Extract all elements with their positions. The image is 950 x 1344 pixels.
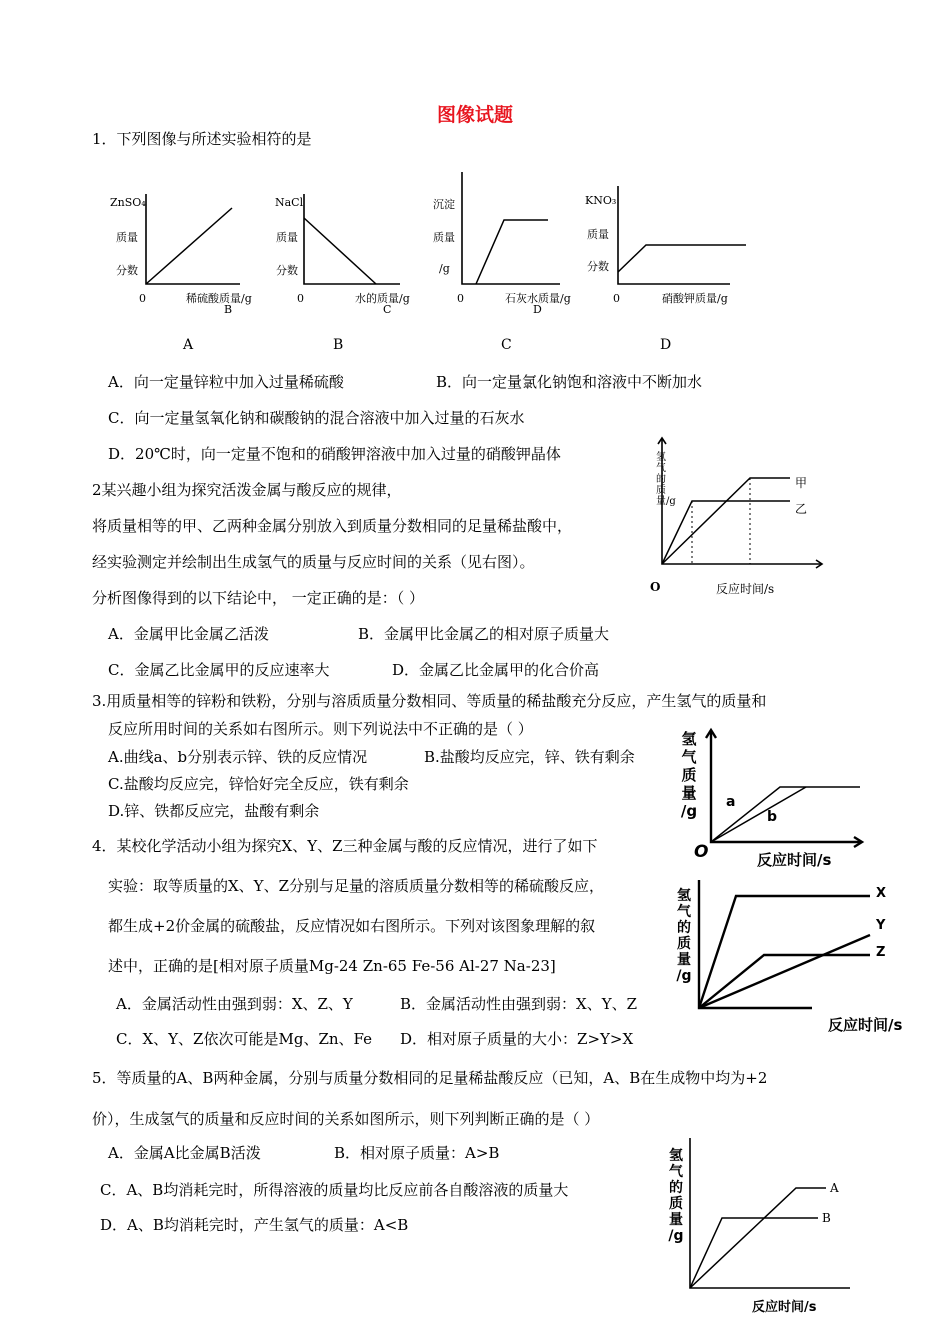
q1-option-b: B．向一定量氯化钠饱和溶液中不断加水: [436, 373, 703, 391]
q2-option-c: C．金属乙比金属甲的反应速率大: [108, 661, 330, 679]
q4-chart-xlabel: 反应时间/s: [828, 1016, 903, 1034]
q1-chart-d-ylabel-1: KNO₃: [585, 194, 617, 207]
q4-line-1: 4．某校化学活动小组为探究X、Y、Z三种金属与酸的反应情况，进行了如下: [92, 837, 598, 855]
q5-line-2: 价），生成氢气的质量和反应时间的关系如图所示，则下列判断正确的是（ ）: [92, 1110, 600, 1128]
q1-chart-b-ylabel-3: 分数: [276, 264, 298, 277]
q5-series-a-line: [690, 1188, 826, 1288]
q4-option-d: D．相对原子质量的大小：Z>Y>X: [400, 1030, 634, 1048]
q1-chart-c-ylabel-1: 沉淀: [433, 198, 455, 211]
q5-line-1: 5．等质量的A、B两种金属，分别与质量分数相同的足量稀盐酸反应（已知，A、B在生成物中均为+2: [92, 1069, 768, 1087]
q1-chart-d-origin: 0: [613, 292, 620, 305]
q1-chart-a-ylabel-3: 分数: [116, 264, 138, 277]
q1-chart-a-stray-letter: B: [224, 303, 233, 316]
q4-option-b: B．金属活动性由强到弱：X、Y、Z: [400, 995, 638, 1013]
q2-chart-origin: O: [650, 580, 661, 594]
q5-option-c: C．A、B均消耗完时，所得溶液的质量均比反应前各自酸溶液的质量大: [100, 1181, 569, 1199]
q1-chart-c-origin: 0: [457, 292, 464, 305]
q1-chart-d-ylabel-2: 质量: [587, 228, 609, 241]
q1-chart-b-xlabel: 水的质量/g: [355, 292, 410, 305]
q5-series-b-label: B: [822, 1211, 831, 1225]
q1-chart-c-ylabel-2: 质量: [433, 231, 455, 244]
q2-series-jia-label: 甲: [795, 476, 808, 490]
q4-series-z-label: Z: [876, 945, 886, 960]
q2-option-b: B．金属甲比金属乙的相对原子质量大: [358, 625, 610, 643]
q2-line-1: 2某兴趣小组为探究活泼金属与酸反应的规律，: [92, 481, 402, 499]
q1-chart-a-xlabel: 稀硫酸质量/g: [186, 292, 252, 305]
q1-option-c: C．向一定量氢氧化钠和碳酸钠的混合溶液中加入过量的石灰水: [108, 409, 525, 427]
q2-line-3: 经实验测定并绘制出生成氢气的质量与反应时间的关系（见右图）。: [92, 553, 535, 571]
q1-chart-b-ylabel-2: 质量: [276, 231, 298, 244]
q3-chart-xlabel: 反应时间/s: [757, 851, 832, 869]
q1-chart-c-xlabel: 石灰水质量/g: [505, 292, 571, 305]
q5-chart-xlabel: 反应时间/s: [752, 1300, 817, 1315]
q1-chart-b-letter: B: [333, 337, 344, 353]
q2-series-yi-label: 乙: [795, 502, 808, 516]
q2-chart-xlabel: 反应时间/s: [716, 582, 775, 596]
q1-chart-b-ylabel-1: NaCl: [275, 196, 304, 209]
q1-chart-d-letter: D: [660, 337, 672, 353]
q3-chart-ylabel: 氢 气 质 量 /g: [680, 730, 698, 820]
q3-option-b: B.盐酸均反应完，锌、铁有剩余: [424, 748, 635, 766]
q1-chart-d-ylabel-3: 分数: [587, 260, 609, 273]
q4-line-2: 实验：取等质量的X、Y、Z分别与足量的溶质质量分数相等的稀硫酸反应，: [108, 877, 605, 895]
q1-chart-a-ylabel-1: ZnSO₄: [110, 196, 146, 209]
q2-line-2: 将质量相等的甲、乙两种金属分别放入到质量分数相同的足量稀盐酸中，: [92, 517, 573, 535]
q1-chart-c-stray-letter: D: [533, 303, 542, 316]
q1-chart-c-ylabel-3: /g: [439, 262, 450, 275]
q4-line-3: 都生成+2价金属的硫酸盐，反应情况如右图所示。下列对该图象理解的叙: [108, 917, 596, 935]
q4-series-x-label: X: [876, 886, 887, 901]
page-title: 图像试题: [436, 104, 513, 126]
q3-series-b-label: b: [767, 809, 778, 825]
q5-series-a-label: A: [830, 1181, 839, 1195]
q3-option-c: C.盐酸均反应完，锌恰好完全反应，铁有剩余: [108, 775, 409, 793]
q5-option-d: D．A、B均消耗完时，产生氢气的质量：A<B: [100, 1216, 409, 1234]
q2-line-4: 分析图像得到的以下结论中， 一定正确的是：（ ）: [92, 589, 425, 607]
q4-series-y-label: Y: [876, 918, 886, 933]
q1-option-d: D．20℃时，向一定量不饱和的硝酸钾溶液中加入过量的硝酸钾晶体: [108, 445, 561, 463]
q3-line-1: 3.用质量相等的锌粉和铁粉，分别与溶质质量分数相同、等质量的稀盐酸充分反应，产生氢气的质量和: [92, 692, 767, 710]
q1-stem: 1．下列图像与所述实验相符的是: [92, 130, 312, 148]
q1-option-a: A．向一定量锌粒中加入过量稀硫酸: [108, 373, 344, 391]
q3-line-2: 反应所用时间的关系如右图所示。则下列说法中不正确的是（ ）: [108, 720, 533, 738]
q1-chart-a-ylabel-2: 质量: [116, 231, 138, 244]
q5-option-b: B．相对原子质量：A>B: [334, 1144, 500, 1162]
q1-chart-b-stray-letter: C: [383, 303, 392, 316]
q3-chart-origin: O: [694, 842, 709, 862]
q4-line-4: 述中，正确的是[相对原子质量Mg-24 Zn-65 Fe-56 Al-27 Na-23]: [108, 957, 556, 975]
q2-option-a: A．金属甲比金属乙活泼: [108, 625, 269, 643]
q5-option-a: A．金属A比金属B活泼: [108, 1144, 261, 1162]
q1-chart-a-letter: A: [183, 337, 194, 353]
q3-option-a: A.曲线a、b分别表示锌、铁的反应情况: [108, 748, 368, 766]
q5-chart-ylabel: 氢 气 的 质 量 /g: [668, 1148, 684, 1244]
q1-chart-a-origin: 0: [139, 292, 146, 305]
q3-option-d: D.锌、铁都反应完，盐酸有剩余: [108, 802, 320, 820]
q4-option-c: C．X、Y、Z依次可能是Mg、Zn、Fe: [116, 1030, 372, 1048]
q2-chart-ylabel: 氢气的质量/g: [656, 452, 676, 507]
q3-series-a-label: a: [726, 794, 736, 810]
q1-chart-d-xlabel: 硝酸钾质量/g: [662, 292, 728, 305]
q4-option-a: A．金属活动性由强到弱：X、Z、Y: [116, 995, 353, 1013]
q4-chart-ylabel: 氢 气 的 质 量 /g: [676, 888, 692, 984]
q1-chart-b-origin: 0: [297, 292, 304, 305]
q2-option-d: D．金属乙比金属甲的化合价高: [392, 661, 600, 679]
q1-chart-c-letter: C: [501, 337, 512, 353]
